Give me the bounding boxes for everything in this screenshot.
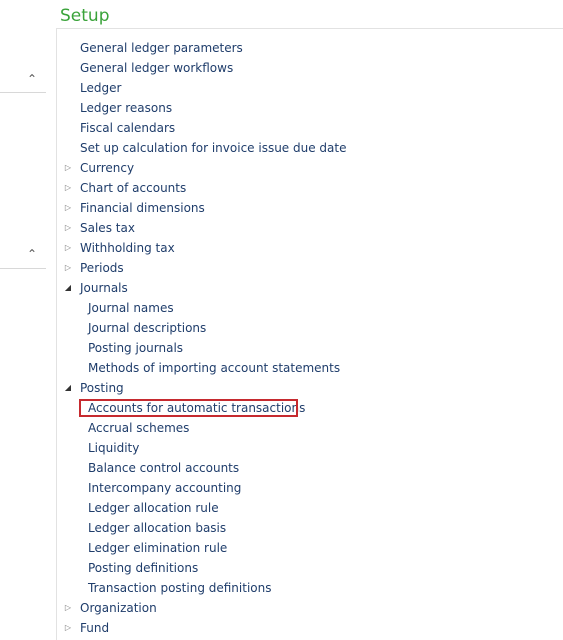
tree-item-label[interactable]: Periods (80, 261, 124, 275)
triangle-right-icon[interactable]: ▷ (64, 183, 72, 192)
tree-node-withholding-tax[interactable] (0, 238, 563, 258)
tree-item-label[interactable]: Ledger (80, 81, 122, 95)
tree-item-label[interactable]: Organization (80, 601, 157, 615)
chevron-up-icon[interactable]: ⌃ (26, 247, 38, 261)
tree-item-label[interactable]: Liquidity (88, 441, 140, 455)
tree-item[interactable] (0, 98, 563, 118)
triangle-right-icon[interactable]: ▷ (64, 163, 72, 172)
triangle-right-icon[interactable]: ▷ (64, 223, 72, 232)
page-title: Setup (60, 6, 110, 26)
tree-item[interactable] (0, 458, 563, 478)
tree-node-sales-tax[interactable] (0, 218, 563, 238)
tree-node-fund[interactable] (0, 618, 563, 638)
tree-node-journals[interactable] (0, 278, 563, 298)
triangle-right-icon[interactable]: ▷ (64, 623, 72, 632)
tree-item-label[interactable]: Journal descriptions (88, 321, 207, 335)
tree-item[interactable] (0, 58, 563, 78)
tree-item[interactable] (0, 118, 563, 138)
tree-item[interactable] (0, 38, 563, 58)
triangle-right-icon[interactable]: ▷ (64, 243, 72, 252)
tree-item-label[interactable]: Accrual schemes (88, 421, 190, 435)
tree-item[interactable] (0, 418, 563, 438)
tree-item-label[interactable]: Posting (80, 381, 124, 395)
tree-item-label[interactable]: Journal names (88, 301, 174, 315)
setup-tree (0, 38, 563, 638)
triangle-right-icon[interactable]: ▷ (64, 603, 72, 612)
tree-item-label[interactable]: Accounts for automatic transactions (88, 401, 306, 415)
tree-item[interactable] (0, 518, 563, 538)
tree-item-label[interactable]: Chart of accounts (80, 181, 187, 195)
chevron-up-icon[interactable]: ⌃ (26, 72, 38, 86)
tree-item[interactable] (0, 558, 563, 578)
tree-item-label[interactable]: General ledger workflows (80, 61, 234, 75)
tree-node-financial-dimensions[interactable] (0, 198, 563, 218)
tree-item[interactable] (0, 538, 563, 558)
tree-item[interactable] (0, 478, 563, 498)
tree-item-label[interactable]: Transaction posting definitions (88, 581, 272, 595)
tree-item-label[interactable]: Posting journals (88, 341, 184, 355)
tree-item[interactable] (0, 338, 563, 358)
triangle-right-icon[interactable]: ▷ (64, 263, 72, 272)
tree-item-label[interactable]: Ledger allocation basis (88, 521, 227, 535)
tree-item[interactable] (0, 358, 563, 378)
tree-item[interactable] (0, 438, 563, 458)
tree-node-periods[interactable] (0, 258, 563, 278)
triangle-down-right-icon[interactable]: ◢ (64, 383, 72, 392)
tree-item-label[interactable]: Methods of importing account statements (88, 361, 341, 375)
tree-item-label[interactable]: Financial dimensions (80, 201, 205, 215)
tree-item-accounts-for-automatic-transactions[interactable] (0, 398, 563, 418)
tree-item-label[interactable]: Withholding tax (80, 241, 175, 255)
triangle-right-icon[interactable]: ▷ (64, 203, 72, 212)
tree-item-label[interactable]: Ledger allocation rule (88, 501, 219, 515)
tree-item-label[interactable]: Sales tax (80, 221, 135, 235)
tree-item-label[interactable]: General ledger parameters (80, 41, 243, 55)
tree-item[interactable] (0, 78, 563, 98)
tree-item-label[interactable]: Set up calculation for invoice issue due date (80, 141, 347, 155)
title-divider (57, 28, 563, 29)
tree-node-organization[interactable] (0, 598, 563, 618)
tree-item-label[interactable]: Ledger reasons (80, 101, 173, 115)
tree-item-label[interactable]: Journals (80, 281, 128, 295)
tree-item-label[interactable]: Balance control accounts (88, 461, 240, 475)
tree-node-currency[interactable] (0, 158, 563, 178)
tree-item-label[interactable]: Ledger elimination rule (88, 541, 228, 555)
tree-item-label[interactable]: Intercompany accounting (88, 481, 242, 495)
tree-node-posting[interactable] (0, 378, 563, 398)
tree-item-label[interactable]: Fund (80, 621, 110, 635)
tree-item[interactable] (0, 498, 563, 518)
tree-item-label[interactable]: Currency (80, 161, 135, 175)
tree-item-label[interactable]: Fiscal calendars (80, 121, 176, 135)
tree-item[interactable] (0, 298, 563, 318)
tree-node-chart-of-accounts[interactable] (0, 178, 563, 198)
tree-item[interactable] (0, 318, 563, 338)
tree-item-label[interactable]: Posting definitions (88, 561, 199, 575)
tree-item[interactable] (0, 578, 563, 598)
triangle-down-right-icon[interactable]: ◢ (64, 283, 72, 292)
tree-item[interactable] (0, 138, 563, 158)
